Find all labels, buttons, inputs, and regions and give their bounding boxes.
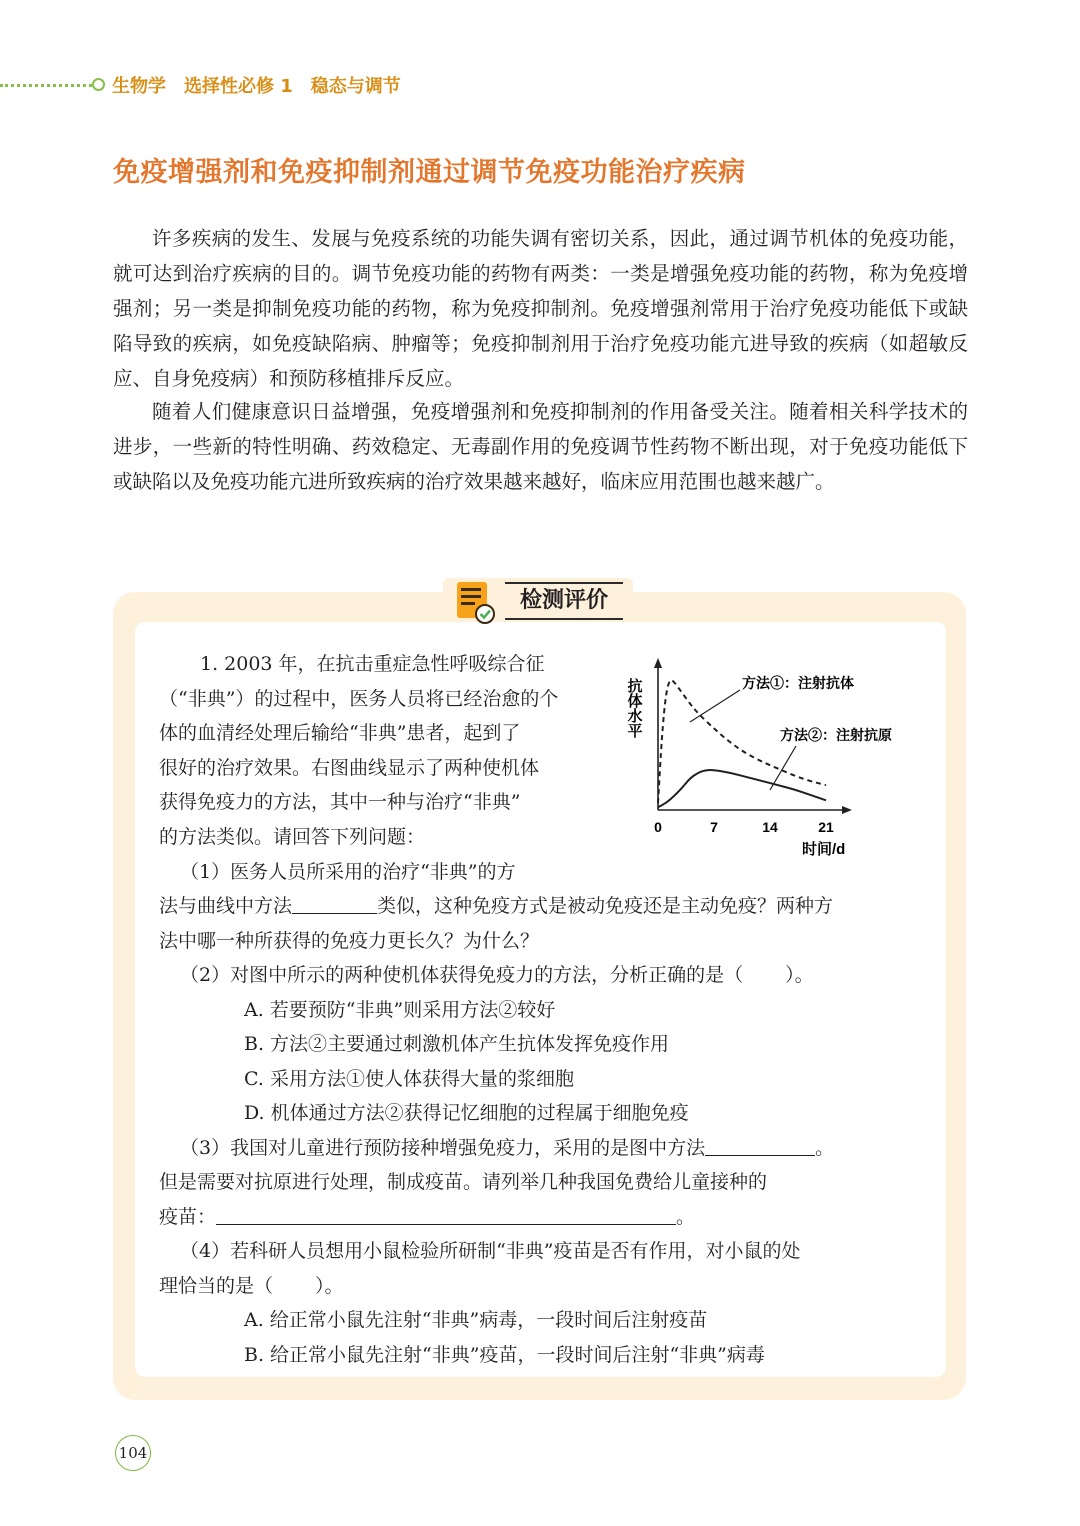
sub1-text-b: 类似，这种免疫方式是被动免疫还是主动免疫？两种方 (377, 895, 834, 917)
sub2-stem-b: ）。 (785, 964, 814, 986)
sub3-text-b: 。 (815, 1137, 835, 1159)
header-subject: 生物学 (112, 76, 166, 97)
sub2-option-b: B. 方法②主要通过刺激机体产生抗体发挥免疫作用 (244, 1033, 670, 1055)
y-axis-label: 抗体水平 (625, 678, 643, 738)
sub3-text-c: 疫苗： (159, 1206, 217, 1228)
paragraph-text: 许多疾病的发生、发展与免疫系统的功能失调有密切关系，因此，通过调节机体的免疫功能，就可达到治疗疾病的目的。调节免疫功能的药物有两类：一类是增强免疫功能的药物，称为免疫增强剂；另一类是抑制免疫功能的药物，称为免疫抑制剂。免疫增强剂常用于治疗免疫功能低下或缺陷导致的疾病，如免疫缺陷病、肿瘤等；免疫抑制剂用于治疗免疫功能亢进导致的疾病（如超敏反应、自身免疫病）和预防移植排斥反应。 (113, 227, 968, 390)
header-text (112, 72, 419, 98)
q1-line-2: （“非典”）的过程中，医务人员将已经治愈的个 (159, 688, 559, 710)
x-tick-label: 14 (762, 819, 778, 835)
sub2-option-c: C. 采用方法①使人体获得大量的浆细胞 (244, 1068, 574, 1090)
sub3-text-a: （3）我国对儿童进行预防接种增强免疫力，采用的是图中方法 (180, 1137, 706, 1159)
evaluation-tab (443, 578, 633, 622)
sub4-line-1: （4）若科研人员想用小鼠检验所研制“非典”疫苗是否有作用，对小鼠的处 (180, 1240, 801, 1262)
sub3-line-3 (159, 1200, 695, 1235)
sub4-option-b: B. 给正常小鼠先注射“非典”疫苗，一段时间后注射“非典”病毒 (244, 1344, 765, 1366)
sub4-text-b: ）。 (315, 1275, 344, 1297)
sub4-text-a: 理恰当的是（ (159, 1275, 274, 1297)
sub3-line-2: 但是需要对抗原进行处理，制成疫苗。请列举几种我国免费给儿童接种的 (159, 1171, 768, 1193)
header-unit: 稳态与调节 (310, 76, 401, 97)
body-paragraph-2 (113, 394, 968, 499)
sub4-option-a: A. 给正常小鼠先注射“非典”病毒，一段时间后注射疫苗 (244, 1309, 708, 1331)
series-line-2 (658, 770, 826, 807)
q1-line-3: 体的血清经处理后输给“非典”患者，起到了 (159, 722, 521, 744)
series-label-leader (770, 746, 796, 790)
checklist-icon (451, 578, 501, 628)
header-ring-icon (92, 78, 105, 91)
section-title: 免疫增强剂和免疫抑制剂通过调节免疫功能治疗疾病 (113, 157, 746, 188)
x-tick-label: 0 (654, 819, 662, 835)
evaluation-title: 检测评价 (505, 582, 623, 620)
running-header (0, 70, 600, 100)
body-paragraph-1 (113, 221, 968, 396)
sub2-stem (180, 958, 814, 993)
x-axis-label: 时间/d (802, 841, 846, 858)
answer-blank[interactable] (705, 1135, 815, 1156)
y-axis-arrow (654, 658, 662, 668)
antibody-level-chart (620, 650, 920, 870)
q1-line-1: 1. 2003 年，在抗击重症急性呼吸综合征 (200, 653, 545, 675)
series-label-leader (690, 690, 740, 722)
series-label-2: 方法②：注射抗原 (780, 727, 892, 743)
sub1-line-1: （1）医务人员所采用的治疗“非典”的方 (180, 861, 516, 883)
x-axis-arrow (842, 806, 852, 814)
header-dotted-rule (0, 84, 92, 87)
sub1-text-a: 法与曲线中方法 (159, 895, 293, 917)
sub1-line-2 (159, 889, 833, 924)
sub3-text-d: 。 (676, 1206, 696, 1228)
q1-line-5: 获得免疫力的方法，其中一种与治疗“非典” (159, 791, 521, 813)
sub2-option-d: D. 机体通过方法②获得记忆细胞的过程属于细胞免疫 (244, 1102, 689, 1124)
q1-line-4: 很好的治疗效果。右图曲线显示了两种使机体 (159, 757, 540, 779)
x-tick-label: 21 (818, 819, 834, 835)
page-number: 104 (115, 1435, 151, 1471)
paragraph-text: 随着人们健康意识日益增强，免疫增强剂和免疫抑制剂的作用备受关注。随着相关科学技术的进步，一些新的特性明确、药效稳定、无毒副作用的免疫调节性药物不断出现，对于免疫功能低下或缺陷以及免疫功能亢进所致疾病的治疗效果越来越好，临床应用范围也越来越广。 (113, 400, 968, 493)
sub4-line-2 (159, 1269, 344, 1304)
sub1-line-3: 法中哪一种所获得的免疫力更长久？为什么？ (159, 930, 540, 952)
q1-line-6: 的方法类似。请回答下列问题： (159, 826, 426, 848)
answer-blank[interactable] (216, 1204, 676, 1225)
x-tick-label: 7 (710, 819, 718, 835)
series-label-1: 方法①：注射抗体 (742, 675, 854, 691)
sub2-stem-a: （2）对图中所示的两种使机体获得免疫力的方法，分析正确的是（ (180, 964, 744, 986)
header-book: 选择性必修 1 (184, 76, 293, 97)
sub3-line-1 (180, 1131, 834, 1166)
answer-blank[interactable] (292, 893, 377, 914)
sub2-option-a: A. 若要预防“非典”则采用方法②较好 (244, 999, 556, 1021)
